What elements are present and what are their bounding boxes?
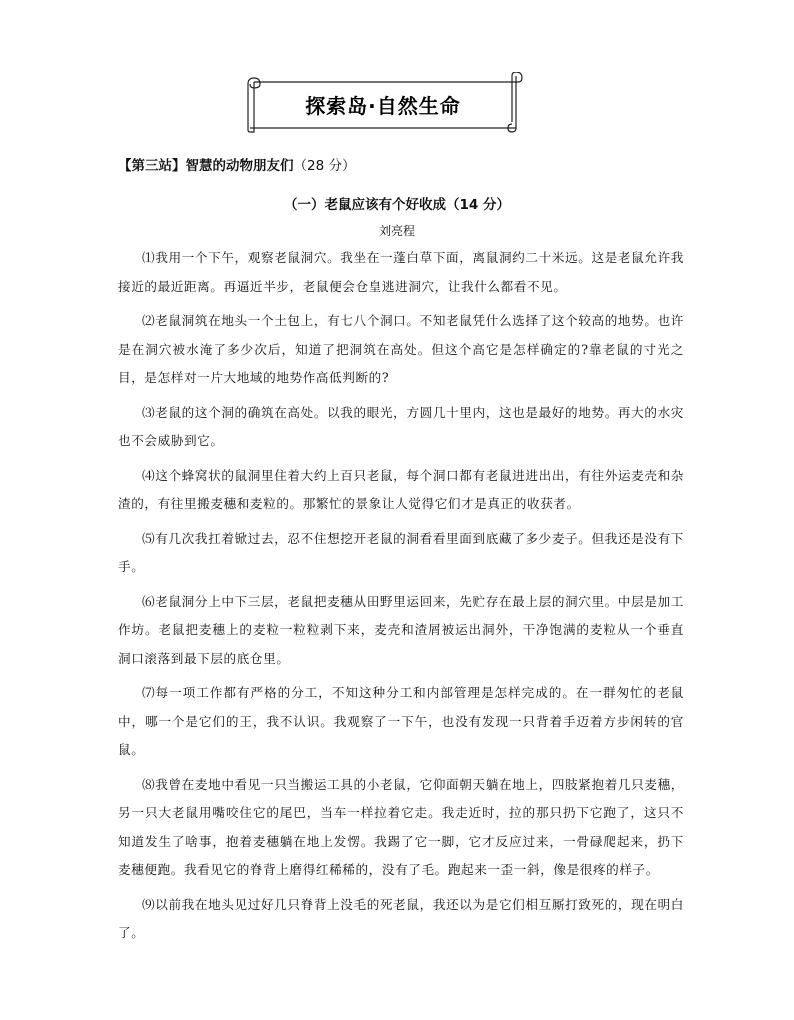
paragraph-6: ⑹老鼠洞分上中下三层，老鼠把麦穗从田野里运回来，先贮存在最上层的洞穴里。中层是加工作坊。老鼠把麦穗上的麦粒一粒粒剥下来，麦壳和渣屑被运出洞外，干净饱满的麦粒从一个垂直洞口滚落到最下层的底仓里。 xyxy=(118,593,684,666)
station-label: 【第三站】智慧的动物朋友们 xyxy=(118,158,294,174)
paragraph-8: ⑻我曾在麦地中看见一只当搬运工具的小老鼠，它仰面朝天躺在地上，四肢紧抱着几只麦穗，另一只大老鼠用嘴咬住它的尾巴，当车一样拉着它走。我走近时，拉的那只扔下它跑了，这只不知道发生了啥事，抱着麦穗躺在地上发愣。我踢了它一脚，它才反应过来，一骨碌爬起来，扔下麦穗便跑。我看见它的脊背上磨得红稀稀的，没有了毛。跑起来一歪一斜，像是很疼的样子。 xyxy=(118,776,684,878)
paragraph-7: ⑺每一项工作都有严格的分工，不知这种分工和内部管理是怎样完成的。在一群匆忙的老鼠中，哪一个是它们的王，我不认识。我观察了一下午，也没有发现一只背着手迈着方步闲转的官鼠。 xyxy=(118,685,684,758)
station-score: （28 分） xyxy=(293,158,356,174)
section-heading xyxy=(118,154,355,174)
article-body xyxy=(118,244,684,954)
paragraph-4: ⑷这个蜂窝状的鼠洞里住着大约上百只老鼠，每个洞口都有老鼠进进出出，有往外运麦壳和杂渣的，有往里搬麦穗和麦粒的。那繁忙的景象让人觉得它们才是真正的收获者。 xyxy=(118,467,684,512)
paragraph-3: ⑶老鼠的这个洞的确筑在高处。以我的眼光，方圆几十里内，这也是最好的地势。再大的水灾也不会威胁到它。 xyxy=(118,404,684,449)
banner-title: 探索岛·自然生命 xyxy=(305,94,461,118)
article-author: 刘亮程 xyxy=(378,224,415,238)
paragraph-1: ⑴我用一个下午，观察老鼠洞穴。我坐在一蓬白草下面，离鼠洞约二十米远。这是老鼠允许我接近的最近距离。再逼近半步，老鼠便会仓皇逃进洞穴，让我什么都看不见。 xyxy=(118,250,684,294)
article-title: （一）老鼠应该有个好收成（14 分） xyxy=(284,197,510,213)
scroll-banner xyxy=(240,72,526,134)
paragraph-5: ⑸有几次我扛着锨过去，忍不住想挖开老鼠的洞看看里面到底藏了多少麦子。但我还是没有下手。 xyxy=(118,530,684,575)
paragraph-2: ⑵老鼠洞筑在地头一个土包上，有七八个洞口。不知老鼠凭什么选择了这个较高的地势。也许是在洞穴被水淹了多少次后，知道了把洞筑在高处。但这个高它是怎样确定的?靠老鼠的寸光之目，是怎样对一片大地域的地势作高低判断的? xyxy=(118,312,684,386)
paragraph-9: ⑼以前我在地头见过好几只脊背上没毛的死老鼠，我还以为是它们相互厮打致死的，现在明白了。 xyxy=(118,896,684,941)
